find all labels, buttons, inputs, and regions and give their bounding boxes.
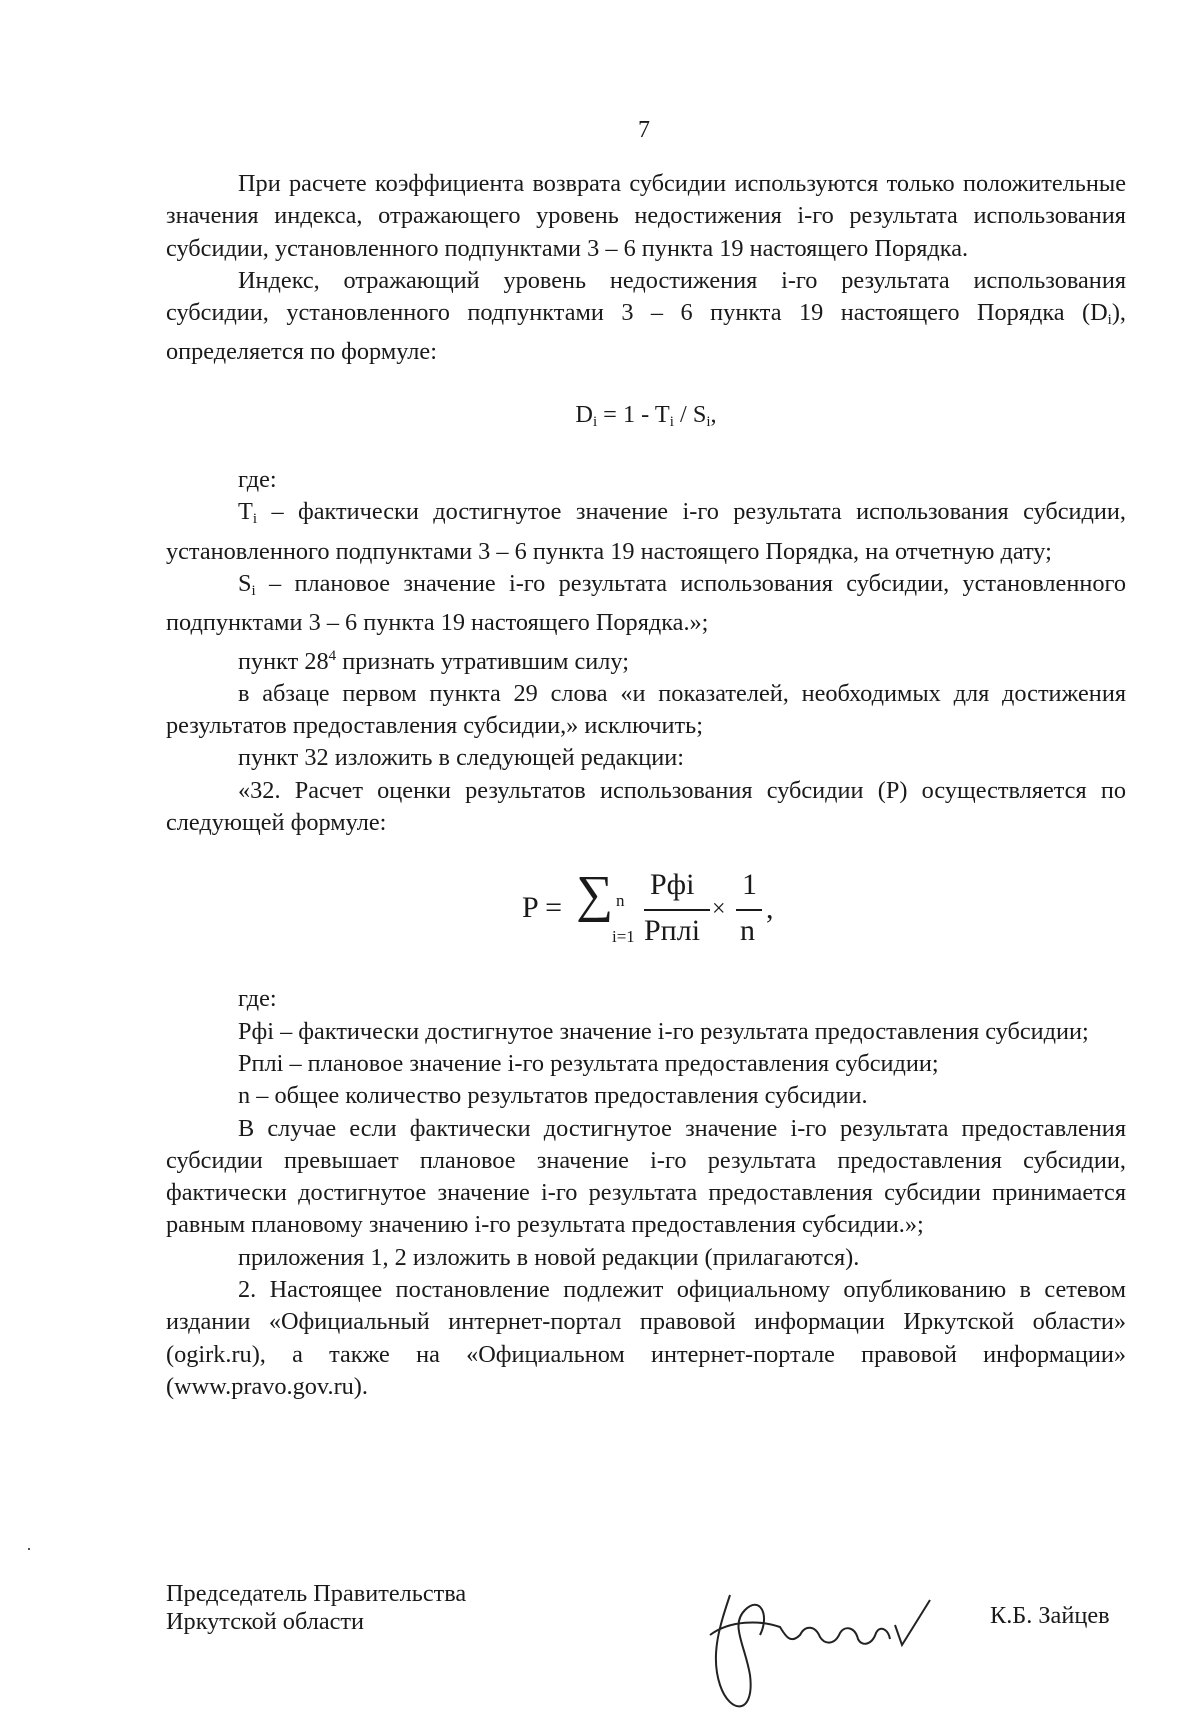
paragraph-p32: пункт 32 изложить в следующей редакции: [238,744,685,772]
definition-pfi: Pфi – фактически достигнутое значение i-го результата предоставления субсидии; [238,1017,1089,1045]
paragraph-index-definition [166,265,1126,369]
paragraph: В случае если фактически достигнутое значение i-го результата предоставления субсидии превышает плановое значение i-го результата предоставления субсидии, фактически достигнутое значение i-го результата предоставления субсидии принимается равным плановому значению i-го результата предоставления субсидии.»; [166,1114,1126,1239]
definition-text: – фактически достигнутое значение i-го результата использования субсидии, установленного подпунктами 3 – 6 пункта 19 настоящего Порядка, на отчетную дату; [166,498,1126,565]
subscript: i [669,413,674,430]
signatory-title-line: Председатель Правительства [166,1580,467,1607]
definition-si [166,568,1126,640]
paragraph-publication: 2. Настоящее постановление подлежит официальному опубликованию в сетевом издании «Официальный интернет-портал правовой информации Иркутской области» (ogirk.ru), а также на «Официальном интернет-портале правовой информации» (www.pravo.gov.ru). [166,1276,1126,1400]
where-label: где: [238,985,277,1013]
symbol: T [238,498,253,526]
formula-symbol: D [575,400,593,428]
formula-tail: , [766,892,774,926]
body-text [166,168,1126,1403]
denominator: Pплi [644,914,701,948]
signatory-title [166,1580,466,1636]
definition-ti [166,496,1126,568]
p28-tail: признать утратившим силу; [336,647,630,675]
paragraph-p29: в абзаце первом пункта 29 слова «и показателей, необходимых для достижения результатов предоставления субсидии,» исключить; [166,679,1126,740]
definition-text: – плановое значение i-го результата использования субсидии, установленного подпунктами 3 – 6 пункта 19 настоящего Порядка.»; [166,569,1126,637]
page-number: 7 [638,117,650,143]
subscript: i [706,413,711,430]
formula-di [166,399,1126,438]
sigma-lower: i=1 [612,927,635,947]
paragraph-index-text: Индекс, отражающий уровень недостижения i-го результата использования субсидии, установленного подпунктами 3 – 6 пункта 19 настоящего Порядка (D [166,266,1126,327]
paragraph: При расчете коэффициента возврата субсидии используются только положительные значения индекса, отражающего уровень недостижения i-го результата использования субсидии, установленного подпунктами 3 – 6 пункта 19 настоящего Порядка. [166,170,1126,262]
denominator-2: n [740,914,755,948]
formula-part: / S [673,400,707,428]
paragraph-index-tail: ), определяется по формуле: [166,299,1126,366]
scan-speck [28,1548,30,1550]
where-label: где: [238,466,277,494]
signatory-title-line: Иркутской области [166,1608,365,1635]
times-symbol: × [712,896,726,923]
formula-p [166,847,1126,977]
subscript: i [252,511,258,528]
numerator: Pфi [650,868,695,902]
fraction-line [644,909,710,911]
paragraph: приложения 1, 2 изложить в новой редакции (прилагаются). [238,1243,860,1271]
definition-n: n – общее количество результатов предоставления субсидии. [238,1082,868,1110]
sigma-upper: n [616,891,625,911]
definition-ppli: Pплi – плановое значение i-го результата предоставления субсидии; [238,1049,939,1077]
p28-text: пункт 28 [238,647,329,675]
formula-part: , [710,400,717,428]
paragraph-p28 [166,640,1126,678]
subscript: i [251,582,256,599]
numerator-2: 1 [742,868,757,902]
subscript: i [592,413,598,430]
fraction-line-2 [736,909,762,911]
handwritten-signature [690,1565,940,1725]
formula-part: = 1 - T [597,400,670,428]
sigma-symbol: ∑ [576,866,614,924]
symbol: S [238,569,252,597]
signatory-name: К.Б. Зайцев [990,1602,1110,1629]
superscript: 4 [328,647,337,664]
paragraph-p32-text: «32. Расчет оценки результатов использования субсидии (P) осуществляется по следующей формуле: [166,776,1126,837]
formula-lhs: P = [522,891,562,925]
subscript: i [1107,312,1112,329]
